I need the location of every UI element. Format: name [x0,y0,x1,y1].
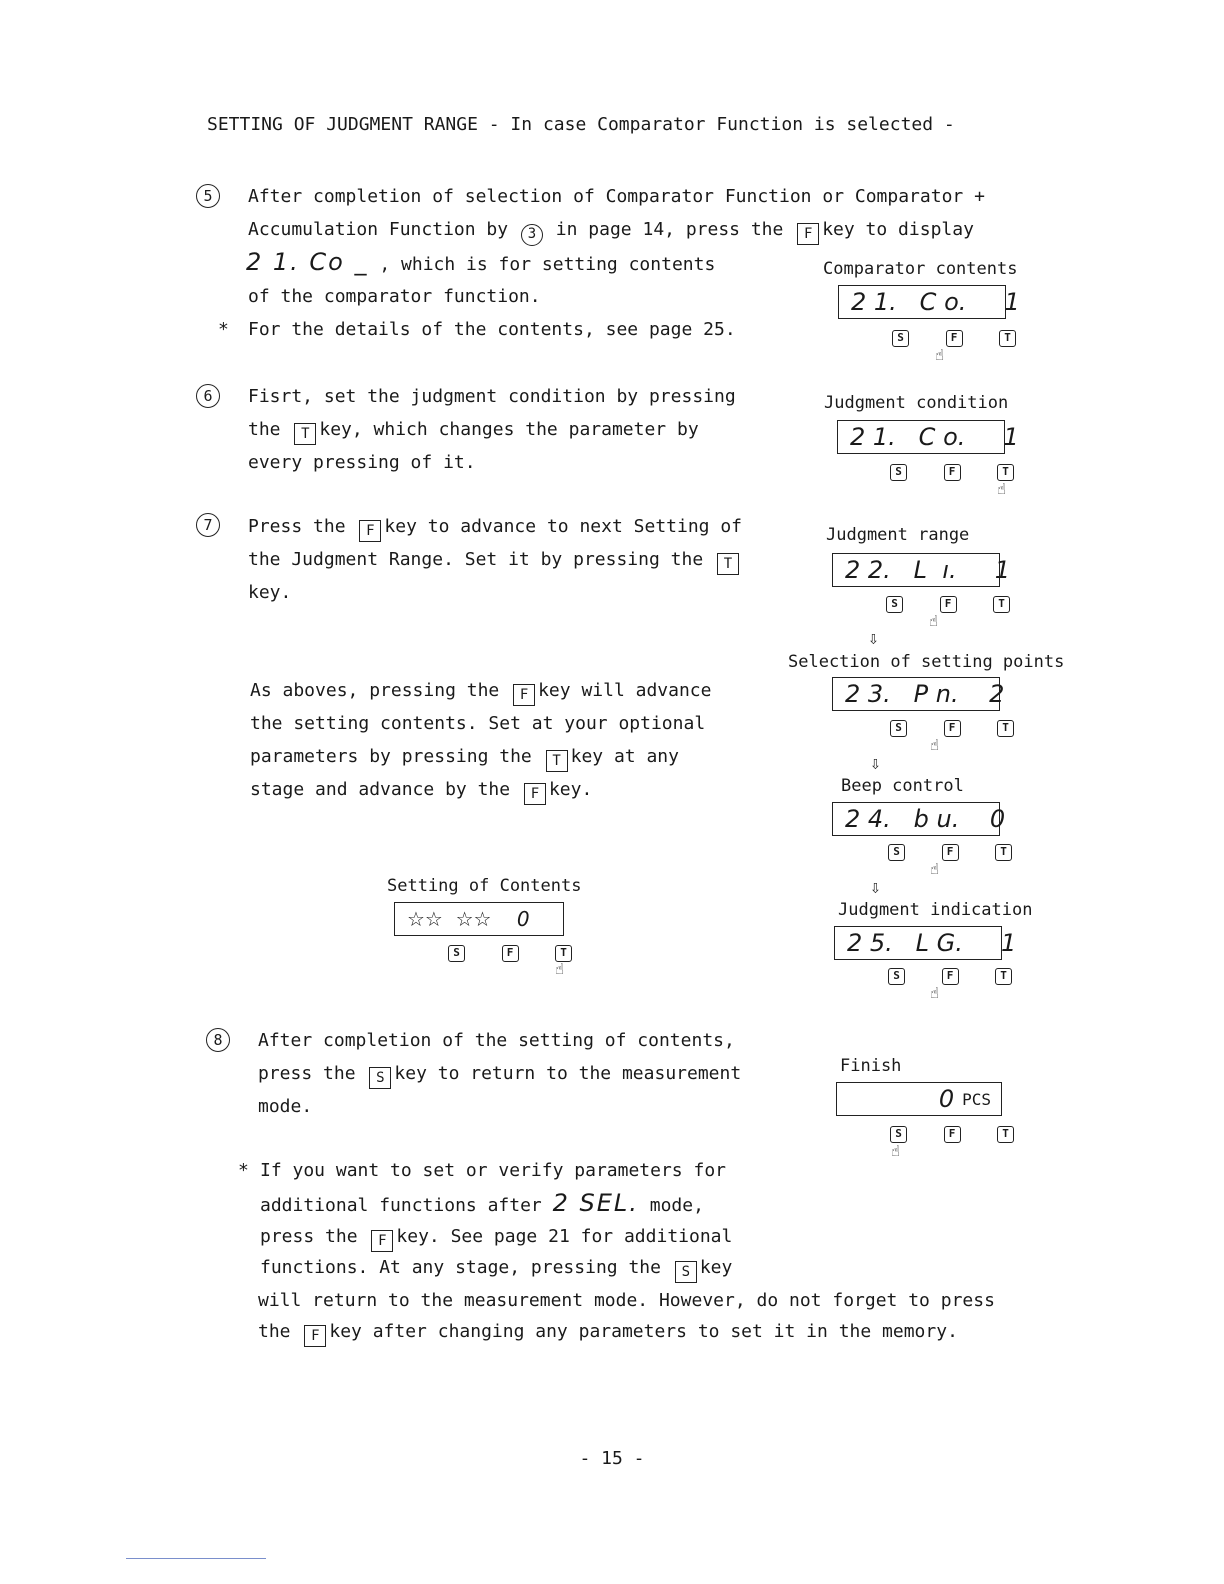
panel-keys [890,464,1014,481]
panel-label-selection-of-setting-points: Selection of setting points [788,652,1065,672]
panel-display-comparator-contents: 2 1. C o. 1 [838,285,1006,319]
s-key-icon: S [892,330,909,347]
s-key-icon: S [448,945,465,962]
step5-line4: of the comparator function. [248,286,541,307]
f-key-icon: F [304,1325,326,1347]
s-key-icon: S [888,968,905,985]
s-key-icon: S [890,1126,907,1143]
panel-display-judgment-indication: 2 5. L G. 1 [834,926,1002,960]
setting-panel-label: Setting of Contents [387,876,582,896]
pointing-hand-icon: ☝ [891,1142,901,1160]
step5-line1: After completion of selection of Comparator Function or Comparator + [248,186,985,207]
t-key-icon: T [717,553,739,575]
footer-rule [126,1558,266,1559]
t-key-icon: T [997,464,1014,481]
t-key-icon: T [997,720,1014,737]
panel-label-comparator-contents: Comparator contents [823,259,1018,279]
finish-value: 0 [938,1085,955,1113]
t-key-icon: T [555,945,572,962]
page-number: - 15 - [579,1448,645,1469]
panel-display-judgment-range: 2 2. L ı. 1 [832,553,1000,587]
t-key-icon: T [546,750,568,772]
page-heading: SETTING OF JUDGMENT RANGE - In case Comparator Function is selected - [207,114,955,135]
note2-line3: press the F key. See page 21 for additional [260,1220,732,1253]
panel-label-judgment-range: Judgment range [826,525,970,545]
f-key-icon: F [371,1230,393,1252]
note2-line6: the F key after changing any parameters to set it in the memory. [258,1315,958,1348]
t-key-icon: T [995,844,1012,861]
t-key-icon: T [995,968,1012,985]
setting-panel-display: ☆☆ ☆☆ 0 [394,902,564,936]
step6-line1: Fisrt, set the judgment condition by pressing [248,386,736,407]
segment-display-text: 2 1. Co _ [246,248,369,276]
step5-line3: 2 1. Co _ , which is for setting contents [246,248,716,276]
step-number-6: 6 [196,384,220,408]
step5-line2: Accumulation Function by 3 in page 14, press the F key to display [248,213,974,246]
aboves-line1: As aboves, pressing the F key will advance [250,674,711,707]
s-key-icon: S [675,1261,697,1283]
step-number-8: 8 [206,1028,230,1052]
step8-line1: After completion of the setting of contents, [258,1030,735,1051]
aboves-line2: the setting contents. Set at your optional [250,713,706,734]
s-key-icon: S [890,464,907,481]
finish-unit: PCS [962,1089,991,1109]
t-key-icon: T [294,423,316,445]
step6-line3: every pressing of it. [248,452,476,473]
pointing-hand-icon: ☝ [997,480,1007,498]
f-key-icon: F [513,684,535,706]
ref-step-3: 3 [521,224,543,246]
note2-line5: will return to the measurement mode. However, do not forget to press [258,1290,995,1311]
aboves-line4: stage and advance by the F key. [250,773,592,806]
panel-keys [886,596,1010,613]
panel-keys [888,968,1012,985]
f-key-icon: F [359,520,381,542]
panel-label-beep-control: Beep control [841,776,964,796]
setting-panel-keys [448,945,572,962]
pointing-hand-icon: ☝ [930,860,940,878]
step-number-7: 7 [196,513,220,537]
pointing-hand-icon: ☝ [555,960,565,978]
panel-label-judgment-indication: Judgment indication [838,900,1033,920]
t-key-icon: T [999,330,1016,347]
pointing-hand-icon: ☝ [930,736,940,754]
down-arrow-icon: ⇩ [868,628,879,649]
note2-star: * [238,1160,249,1181]
panel-display-judgment-condition: 2 1. C o. 1 [837,420,1005,454]
step8-line3: mode. [258,1096,313,1117]
s-key-icon: S [886,596,903,613]
panel-display-beep-control: 2 4. b u. 0 [832,802,1000,836]
pointing-hand-icon: ☝ [935,346,945,364]
segment-display-text: 2 SEL. [552,1189,639,1217]
f-key-icon: F [942,968,959,985]
step7-line2: the Judgment Range. Set it by pressing the T [248,543,742,576]
panel-display-finish [836,1082,1002,1116]
t-key-icon: T [997,1126,1014,1143]
f-key-icon: F [942,844,959,861]
panel-label-judgment-condition: Judgment condition [824,393,1009,413]
s-key-icon: S [888,844,905,861]
step7-line3: key. [248,582,292,603]
f-key-icon: F [944,1126,961,1143]
down-arrow-icon: ⇩ [870,753,881,774]
step7-line1: Press the F key to advance to next Setting of [248,510,742,543]
f-key-icon: F [524,783,546,805]
pointing-hand-icon: ☝ [930,984,940,1002]
pointing-hand-icon: ☝ [929,612,939,630]
step5-note-star: * [218,319,229,340]
down-arrow-icon: ⇩ [870,877,881,898]
s-key-icon: S [369,1067,391,1089]
note2-line2: additional functions after 2 SEL. mode, [260,1189,704,1217]
step6-line2: the T key, which changes the parameter by [248,413,699,446]
s-key-icon: S [890,720,907,737]
f-key-icon: F [946,330,963,347]
panel-label-finish: Finish [840,1056,902,1076]
panel-display-selection-of-setting-points: 2 3. P n. 2 [832,677,1000,711]
aboves-line3: parameters by pressing the T key at any [250,740,679,773]
note2-line1: If you want to set or verify parameters for [260,1160,726,1181]
panel-keys [892,330,1016,347]
panel-keys [890,720,1014,737]
f-key-icon: F [944,464,961,481]
note2-line4: functions. At any stage, pressing the S key [260,1251,732,1284]
step8-line2: press the S key to return to the measurement [258,1057,741,1090]
f-key-icon: F [502,945,519,962]
panel-keys [890,1126,1014,1143]
f-key-icon: F [940,596,957,613]
t-key-icon: T [993,596,1010,613]
step5-note: For the details of the contents, see page 25. [248,319,736,340]
f-key-icon: F [797,223,819,245]
panel-keys [888,844,1012,861]
step-number-5: 5 [196,184,220,208]
f-key-icon: F [944,720,961,737]
